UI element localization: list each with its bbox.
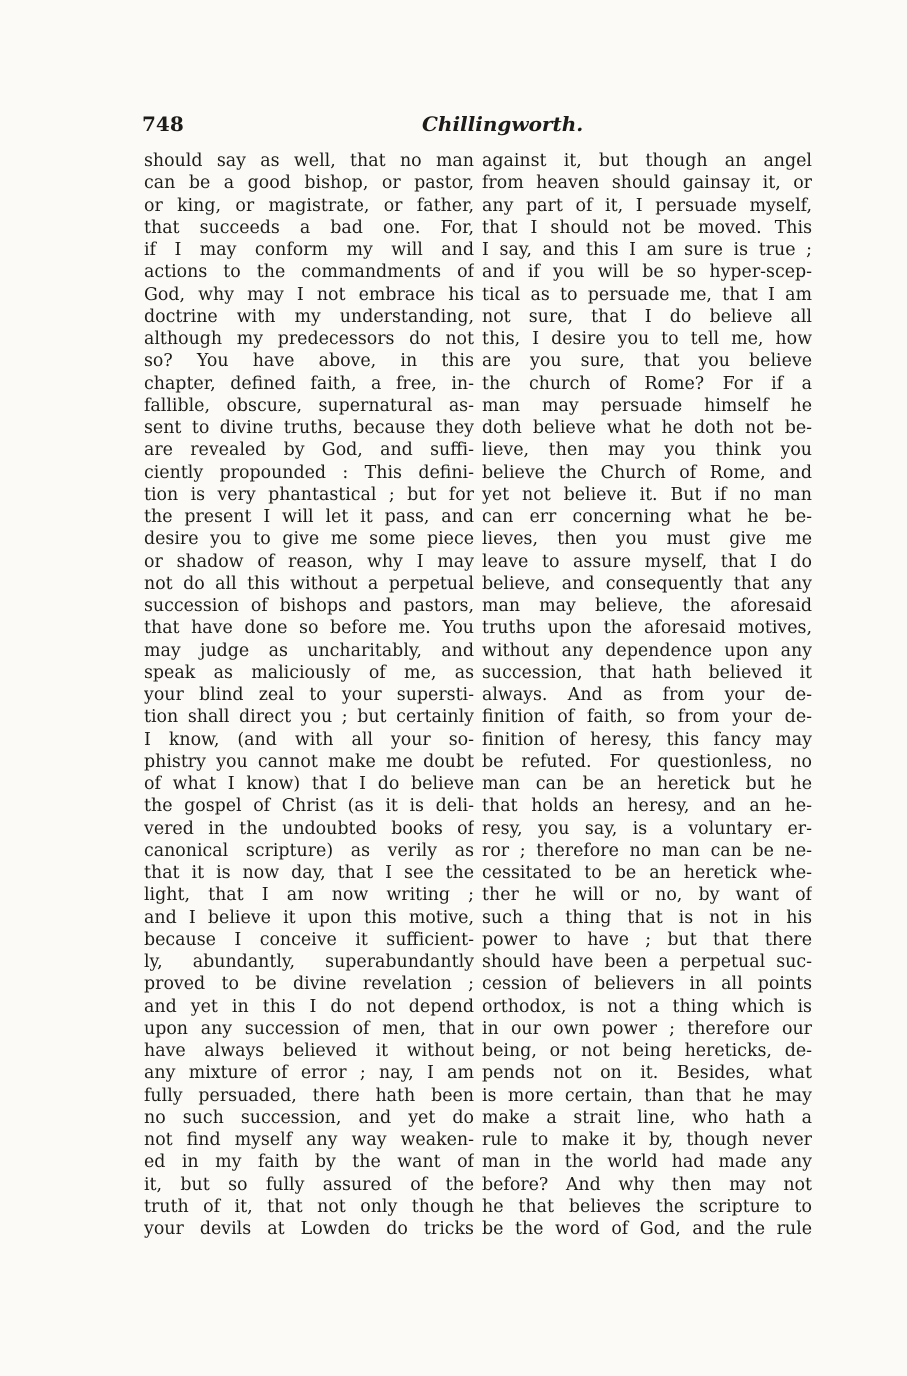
running-head: Chillingworth. (422, 112, 584, 136)
text-line: man may persuade himself he (482, 395, 812, 416)
text-line: resy, you say, is a voluntary er- (482, 818, 812, 839)
text-line: the gospel of Christ (as it is deli- (144, 796, 474, 817)
text-line: that succeeds a bad one. For, (144, 217, 474, 238)
text-line: succession, that hath believed it (482, 662, 812, 683)
right-text-column (482, 150, 812, 1240)
text-line: proved to be divine revelation ; (144, 974, 474, 995)
text-line: the church of Rome? For if a (482, 373, 812, 394)
text-line: without any dependence upon any (482, 640, 812, 661)
text-line: pends not on it. Besides, what (482, 1063, 812, 1084)
page-header (142, 112, 810, 142)
text-line: or king, or magistrate, or father, (144, 195, 474, 216)
text-line: if I may conform my will and (144, 240, 474, 260)
text-line: cession of believers in all points (482, 974, 812, 995)
text-line: from heaven should gainsay it, or (482, 173, 812, 194)
text-line: desire you to give me some piece (144, 529, 474, 550)
text-line: should say as well, that no man (144, 151, 474, 171)
text-line: he that believes the scripture to (482, 1196, 812, 1217)
text-line: succession of bishops and pastors, (144, 596, 474, 616)
text-line: of what I know) that I do believe (144, 774, 474, 794)
text-line: actions to the commandments of (144, 262, 474, 283)
text-line: finition of faith, so from your de- (482, 707, 812, 728)
text-line: believe the Church of Rome, and (482, 462, 812, 483)
text-line: not sure, that I do believe all (482, 306, 812, 327)
text-line: be the word of God, and the rule (482, 1219, 812, 1239)
text-line: your blind zeal to your supersti- (144, 685, 474, 705)
text-line: vered in the undoubted books of (144, 818, 474, 839)
text-line: man can be an heretick but he (482, 774, 812, 794)
left-text-column (144, 150, 474, 1240)
text-line: truths upon the aforesaid motives, (482, 618, 812, 639)
text-line: upon any succession of men, that (144, 1018, 474, 1039)
text-line: that holds an heresy, and an he- (482, 796, 812, 817)
text-line: ciently propounded : This defini- (144, 462, 474, 483)
text-line: are revealed by God, and suffi- (144, 440, 474, 461)
text-line: this, I desire you to tell me, how (482, 329, 812, 349)
text-line: your devils at Lowden do tricks (144, 1219, 474, 1239)
text-line: such a thing that is not in his (482, 907, 812, 928)
text-line: ly, abundantly, superabundantly (144, 952, 474, 972)
text-line: is more certain, than that he may (482, 1085, 812, 1106)
text-line: although my predecessors do not (144, 329, 474, 349)
text-line: no such succession, and yet do (144, 1107, 474, 1128)
text-line: canonical scripture) as verily as (144, 840, 474, 861)
text-line: the present I will let it pass, and (144, 507, 474, 527)
text-line: I say, and this I am sure is true ; (482, 240, 812, 260)
text-line: rule to make it by, though never (482, 1130, 812, 1150)
text-line: against it, but though an angel (482, 151, 812, 171)
text-line: God, why may I not embrace his (144, 284, 474, 305)
text-line: that have done so before me. You (144, 618, 474, 639)
text-line: any mixture of error ; nay, I am (144, 1063, 474, 1084)
text-line: tical as to persuade me, that I am (482, 284, 812, 305)
text-line: believe, and consequently that any (482, 573, 812, 594)
text-line: orthodox, is not a thing which is (482, 996, 812, 1017)
text-line: have always believed it without (144, 1041, 474, 1061)
text-line: truth of it, that not only though (144, 1196, 474, 1217)
text-line: ther he will or no, by want of (482, 885, 812, 906)
text-line: man may believe, the aforesaid (482, 596, 812, 616)
text-line: finition of heresy, this fancy may (482, 729, 812, 750)
text-line: it, but so fully assured of the (144, 1174, 474, 1195)
text-line: and yet in this I do not depend (144, 996, 474, 1017)
text-line: not find myself any way weaken- (144, 1130, 474, 1150)
text-line: or shadow of reason, why I may (144, 551, 474, 572)
text-line: in our own power ; therefore our (482, 1018, 812, 1039)
text-line: tion shall direct you ; but certainly (144, 707, 474, 728)
text-line: phistry you cannot make me doubt (144, 751, 474, 772)
text-line: power to have ; but that there (482, 929, 812, 950)
text-line: fallible, obscure, supernatural as- (144, 395, 474, 416)
text-line: being, or not being hereticks, de- (482, 1041, 812, 1061)
text-line: leave to assure myself, that I do (482, 551, 812, 572)
text-line: can be a good bishop, or pastor, (144, 173, 474, 194)
text-line: light, that I am now writing ; (144, 885, 474, 906)
text-line: because I conceive it sufficient- (144, 929, 474, 950)
text-line: should have been a perpetual suc- (482, 952, 812, 972)
text-line: ed in my faith by the want of (144, 1152, 474, 1173)
text-line: may judge as uncharitably, and (144, 640, 474, 661)
text-line: any part of it, I persuade myself, (482, 195, 812, 216)
text-line: always. And as from your de- (482, 685, 812, 705)
text-line: before? And why then may not (482, 1174, 812, 1195)
text-line: are you sure, that you believe (482, 351, 812, 372)
text-line: make a strait line, who hath a (482, 1107, 812, 1128)
page-number: 748 (142, 112, 184, 136)
text-line: doth believe what he doth not be- (482, 418, 812, 438)
text-line: cessitated to be an heretick whe- (482, 863, 812, 883)
text-line: be refuted. For questionless, no (482, 751, 812, 772)
text-line: lieve, then may you think you (482, 440, 812, 461)
text-line: lieves, then you must give me (482, 529, 812, 550)
text-line: ror ; therefore no man can be ne- (482, 840, 812, 861)
text-line: yet not believe it. But if no man (482, 484, 812, 505)
text-line: speak as maliciously of me, as (144, 662, 474, 683)
text-line: that it is now day, that I see the (144, 863, 474, 883)
text-line: not do all this without a perpetual (144, 573, 474, 594)
text-line: fully persuaded, there hath been (144, 1085, 474, 1106)
text-line: I know, (and with all your so- (144, 729, 474, 750)
text-line: tion is very phantastical ; but for (144, 484, 474, 505)
text-line: so? You have above, in this (144, 351, 474, 372)
text-line: sent to divine truths, because they (144, 418, 474, 438)
text-line: and if you will be so hyper-scep- (482, 262, 812, 283)
text-line: that I should not be moved. This (482, 217, 812, 238)
text-line: doctrine with my understanding, (144, 306, 474, 327)
text-line: can err concerning what he be- (482, 507, 812, 527)
text-line: man in the world had made any (482, 1152, 812, 1173)
text-line: chapter, defined faith, a free, in- (144, 373, 474, 394)
text-line: and I believe it upon this motive, (144, 907, 474, 928)
